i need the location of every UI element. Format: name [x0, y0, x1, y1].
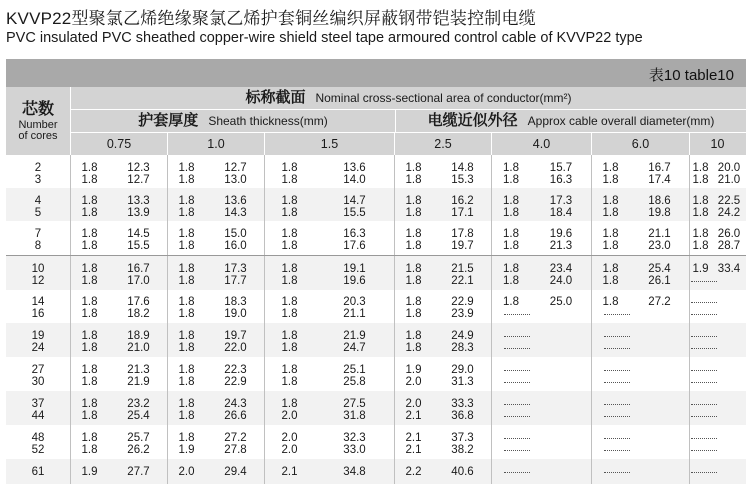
sheath-thickness-cell: 1.8	[602, 228, 619, 240]
diameter-cell: 19.6	[343, 275, 366, 287]
diameter-cell: 21.9	[343, 330, 366, 342]
diameter-cell: 16.2	[451, 195, 474, 207]
cores-cell: 37	[31, 398, 45, 410]
sheath-thickness-cell: 2.1	[405, 444, 422, 456]
diameter-cell: 26.2	[127, 444, 150, 456]
cores-cell: 4	[34, 195, 42, 207]
diameter-header	[396, 110, 746, 133]
empty-cell-dash	[690, 445, 718, 457]
empty-cell-dash	[690, 331, 718, 343]
sheath-thickness-cell: 1.8	[81, 195, 98, 207]
diameter-cell: 17.0	[127, 275, 150, 287]
diameter-cell: 22.3	[224, 364, 247, 376]
sheath-thickness-cell: 2.0	[405, 376, 422, 388]
sheath-thickness-cell: 1.8	[281, 330, 298, 342]
empty-cell-dash	[592, 467, 641, 479]
diameter-cell: 14.3	[224, 207, 247, 219]
empty-cell-dash	[690, 365, 718, 377]
diameter-cell: 22.9	[451, 296, 474, 308]
empty-cell-dash	[492, 411, 542, 423]
sheath-header-en: Sheath thickness(mm)	[208, 114, 328, 128]
diameter-cell: 29.0	[451, 364, 474, 376]
sheath-thickness-cell: 1.8	[602, 195, 619, 207]
sheath-thickness-cell: 1.8	[81, 240, 98, 252]
diameter-cell: 19.7	[451, 240, 474, 252]
title-english: PVC insulated PVC sheathed copper-wire shield steel tape armoured control cable of KVVP22 type	[6, 30, 643, 46]
diameter-cell: 20.0	[717, 162, 741, 174]
sheath-thickness-cell: 1.8	[81, 296, 98, 308]
diameter-cell: 17.6	[127, 296, 150, 308]
sheath-thickness-cell: 1.8	[602, 162, 619, 174]
diameter-cell: 24.7	[343, 342, 366, 354]
diameter-cell: 21.0	[717, 174, 741, 186]
sheath-thickness-cell: 1.8	[405, 275, 422, 287]
empty-cell-dash	[592, 411, 641, 423]
diameter-header-cn: 电缆近似外径	[427, 112, 518, 129]
cores-cell: 12	[31, 275, 45, 287]
diameter-cell: 13.6	[224, 195, 247, 207]
diameter-cell: 16.0	[224, 240, 247, 252]
cores-header-cn: 芯数	[21, 100, 54, 118]
diameter-cell: 13.9	[127, 207, 150, 219]
sheath-thickness-cell: 1.8	[81, 364, 98, 376]
sheath-thickness-cell: 1.8	[692, 207, 709, 219]
sheath-thickness-cell: 1.8	[178, 296, 195, 308]
diameter-cell: 19.8	[648, 207, 671, 219]
diameter-cell: 17.7	[224, 275, 247, 287]
empty-cell-dash	[492, 445, 542, 457]
sheath-thickness-cell: 1.8	[81, 376, 98, 388]
diameter-cell: 27.5	[343, 398, 366, 410]
diameter-cell: 40.6	[451, 466, 474, 478]
sheath-thickness-cell: 1.8	[178, 330, 195, 342]
cores-cell: 7	[34, 228, 42, 240]
empty-cell-dash	[690, 399, 718, 411]
empty-cell-dash	[492, 467, 542, 479]
cores-cell: 19	[31, 330, 45, 342]
empty-cell-dash	[592, 377, 641, 389]
sheath-thickness-cell: 1.9	[405, 364, 422, 376]
diameter-cell: 24.0	[549, 275, 573, 287]
sheath-thickness-cell: 1.8	[281, 207, 298, 219]
diameter-cell: 16.7	[127, 263, 150, 275]
table-row-group	[6, 357, 746, 391]
sheath-thickness-cell: 1.8	[81, 410, 98, 422]
empty-cell-dash	[592, 365, 641, 377]
diameter-cell: 21.9	[127, 376, 150, 388]
sheath-thickness-cell: 1.8	[405, 174, 422, 186]
diameter-cell: 19.1	[343, 263, 366, 275]
diameter-cell: 17.3	[549, 195, 573, 207]
diameter-cell: 31.8	[343, 410, 366, 422]
sheath-thickness-cell: 1.8	[503, 296, 519, 308]
sheath-thickness-cell: 1.8	[178, 174, 195, 186]
diameter-cell: 26.6	[224, 410, 247, 422]
sheath-header-cn: 护套厚度	[138, 112, 199, 129]
sheath-thickness-cell: 2.0	[405, 398, 422, 410]
sheath-thickness-cell: 1.8	[281, 342, 298, 354]
diameter-cell: 26.0	[717, 228, 741, 240]
diameter-cell: 15.0	[224, 228, 247, 240]
table-row-group	[6, 255, 746, 290]
diameter-cell: 16.3	[549, 174, 573, 186]
sheath-thickness-cell: 1.8	[81, 228, 98, 240]
cores-cell: 14	[31, 296, 45, 308]
sheath-thickness-cell: 1.8	[692, 195, 709, 207]
diameter-cell: 22.0	[224, 342, 247, 354]
sheath-thickness-cell: 2.0	[281, 444, 298, 456]
sheath-thickness-cell: 1.8	[178, 364, 195, 376]
diameter-cell: 34.8	[343, 466, 366, 478]
sheath-thickness-cell: 1.8	[503, 275, 519, 287]
empty-cell-dash	[690, 309, 718, 321]
sheath-thickness-cell: 1.8	[405, 228, 422, 240]
sheath-thickness-cell: 1.8	[178, 240, 195, 252]
diameter-cell: 21.5	[451, 263, 474, 275]
diameter-cell: 16.7	[648, 162, 671, 174]
diameter-cell: 12.7	[224, 162, 247, 174]
diameter-cell: 21.3	[127, 364, 150, 376]
diameter-cell: 19.0	[224, 308, 247, 320]
diameter-cell: 20.3	[343, 296, 366, 308]
diameter-cell: 18.6	[648, 195, 671, 207]
sheath-thickness-cell: 1.8	[405, 162, 422, 174]
table-banner	[6, 59, 746, 87]
table-row-group	[6, 221, 746, 255]
empty-cell-dash	[690, 276, 718, 288]
sheath-thickness-cell: 1.8	[81, 432, 98, 444]
diameter-cell: 22.1	[451, 275, 474, 287]
sheath-thickness-cell: 1.8	[602, 174, 619, 186]
diameter-cell: 24.3	[224, 398, 247, 410]
sheath-thickness-cell: 1.8	[178, 228, 195, 240]
size-header: 1.0	[168, 133, 265, 155]
diameter-cell: 15.3	[451, 174, 474, 186]
cores-cell: 48	[31, 432, 45, 444]
diameter-cell: 33.3	[451, 398, 474, 410]
diameter-cell: 18.4	[549, 207, 573, 219]
sheath-thickness-cell: 1.8	[281, 275, 298, 287]
sheath-thickness-cell: 1.8	[602, 296, 619, 308]
empty-cell-dash	[690, 467, 718, 479]
sheath-thickness-cell: 1.8	[692, 228, 709, 240]
sheath-thickness-cell: 1.8	[602, 275, 619, 287]
sheath-thickness-cell: 1.8	[692, 240, 709, 252]
diameter-cell: 23.2	[127, 398, 150, 410]
empty-cell-dash	[492, 331, 542, 343]
diameter-cell: 14.5	[127, 228, 150, 240]
diameter-cell: 17.3	[224, 263, 247, 275]
sheath-thickness-cell: 1.8	[281, 240, 298, 252]
sheath-thickness-cell: 1.8	[281, 308, 298, 320]
cores-cell: 3	[34, 174, 42, 186]
sheath-thickness-cell: 1.8	[692, 162, 709, 174]
sheath-thickness-cell: 1.8	[405, 240, 422, 252]
sheath-thickness-cell: 1.8	[81, 207, 98, 219]
sheath-thickness-cell: 1.8	[602, 207, 619, 219]
diameter-cell: 26.1	[648, 275, 671, 287]
diameter-cell: 15.5	[127, 240, 150, 252]
cores-header	[6, 87, 71, 155]
sheath-thickness-cell: 1.8	[405, 263, 422, 275]
sheath-thickness-cell: 1.8	[503, 263, 519, 275]
sheath-thickness-cell: 1.8	[281, 228, 298, 240]
diameter-cell: 24.2	[717, 207, 741, 219]
cores-cell: 30	[31, 376, 45, 388]
size-header: 2.5	[395, 133, 492, 155]
diameter-cell: 27.8	[224, 444, 247, 456]
size-header: 1.5	[265, 133, 395, 155]
sheath-thickness-cell: 2.2	[405, 466, 422, 478]
sheath-thickness-cell: 2.1	[281, 466, 298, 478]
empty-cell-dash	[592, 433, 641, 445]
empty-cell-dash	[592, 343, 641, 355]
sheath-thickness-cell: 1.8	[178, 398, 195, 410]
sheath-thickness-cell: 1.8	[405, 207, 422, 219]
sheath-thickness-cell: 1.9	[81, 466, 98, 478]
sheath-thickness-cell: 1.8	[281, 364, 298, 376]
sheath-header	[71, 110, 396, 133]
diameter-cell: 16.3	[343, 228, 366, 240]
sheath-thickness-cell: 2.0	[178, 466, 195, 478]
empty-cell-dash	[690, 297, 718, 309]
diameter-cell: 22.5	[717, 195, 741, 207]
diameter-cell: 33.0	[343, 444, 366, 456]
diameter-cell: 23.9	[451, 308, 474, 320]
diameter-cell: 21.1	[648, 228, 671, 240]
diameter-cell: 28.7	[717, 240, 741, 252]
sheath-thickness-cell: 2.1	[405, 410, 422, 422]
sheath-thickness-cell: 1.8	[178, 308, 195, 320]
diameter-cell: 33.4	[717, 263, 741, 275]
diameter-cell: 29.4	[224, 466, 247, 478]
diameter-cell: 31.3	[451, 376, 474, 388]
sheath-thickness-cell: 1.8	[178, 342, 195, 354]
diameter-cell: 25.0	[549, 296, 573, 308]
sheath-thickness-cell: 1.8	[602, 240, 619, 252]
diameter-header-en: Approx cable overall diameter(mm)	[527, 114, 715, 128]
sheath-thickness-cell: 1.8	[178, 410, 195, 422]
cores-cell: 16	[31, 308, 45, 320]
diameter-cell: 23.4	[549, 263, 573, 275]
sheath-thickness-cell: 1.8	[178, 162, 195, 174]
cores-header-en: Number of cores	[18, 118, 58, 142]
sheath-thickness-cell: 1.8	[405, 296, 422, 308]
diameter-cell: 15.7	[549, 162, 573, 174]
cores-cell: 61	[31, 466, 45, 478]
sheath-thickness-cell: 1.8	[178, 432, 195, 444]
sheath-thickness-cell: 1.8	[178, 376, 195, 388]
sheath-thickness-cell: 1.8	[81, 398, 98, 410]
diameter-cell: 23.0	[648, 240, 671, 252]
diameter-cell: 17.4	[648, 174, 671, 186]
table-row-group	[6, 323, 746, 357]
sheath-thickness-cell: 1.8	[178, 195, 195, 207]
diameter-cell: 15.5	[343, 207, 366, 219]
sheath-thickness-cell: 1.8	[81, 444, 98, 456]
sheath-thickness-cell: 1.9	[692, 263, 709, 275]
sheath-thickness-cell: 1.8	[503, 174, 519, 186]
table-row-group	[6, 391, 746, 425]
diameter-cell: 24.9	[451, 330, 474, 342]
diameter-cell: 13.6	[343, 162, 366, 174]
sheath-thickness-cell: 1.8	[503, 207, 519, 219]
empty-cell-dash	[492, 377, 542, 389]
sheath-thickness-cell: 1.8	[281, 296, 298, 308]
diameter-cell: 25.4	[648, 263, 671, 275]
sheath-thickness-cell: 1.8	[81, 330, 98, 342]
empty-cell-dash	[690, 377, 718, 389]
diameter-cell: 19.6	[549, 228, 573, 240]
cores-cell: 24	[31, 342, 45, 354]
table-header	[6, 87, 746, 155]
sheath-thickness-cell: 1.8	[692, 174, 709, 186]
diameter-cell: 21.1	[343, 308, 366, 320]
size-header: 4.0	[492, 133, 592, 155]
diameter-cell: 18.9	[127, 330, 150, 342]
diameter-cell: 17.8	[451, 228, 474, 240]
section-header-en: Nominal cross-sectional area of conductor(mm²)	[315, 91, 572, 105]
cores-cell: 44	[31, 410, 45, 422]
sheath-thickness-cell: 1.8	[281, 162, 298, 174]
sheath-thickness-cell: 1.8	[281, 263, 298, 275]
sheath-thickness-cell: 1.8	[281, 195, 298, 207]
empty-cell-dash	[492, 343, 542, 355]
diameter-cell: 17.6	[343, 240, 366, 252]
diameter-cell: 14.0	[343, 174, 366, 186]
diameter-cell: 22.9	[224, 376, 247, 388]
sheath-thickness-cell: 1.8	[81, 162, 98, 174]
diameter-cell: 12.3	[127, 162, 150, 174]
sheath-thickness-cell: 1.8	[178, 207, 195, 219]
empty-cell-dash	[492, 365, 542, 377]
sheath-thickness-cell: 1.8	[503, 195, 519, 207]
sheath-thickness-cell: 2.1	[405, 432, 422, 444]
cores-cell: 2	[34, 162, 42, 174]
table-row-group	[6, 188, 746, 221]
diameter-cell: 17.1	[451, 207, 474, 219]
sheath-thickness-cell: 2.0	[281, 432, 298, 444]
diameter-cell: 37.3	[451, 432, 474, 444]
cores-cell: 8	[34, 240, 42, 252]
diameter-cell: 25.8	[343, 376, 366, 388]
sheath-thickness-cell: 1.8	[503, 240, 519, 252]
section-header-cn: 标称截面	[245, 89, 306, 106]
empty-cell-dash	[492, 309, 542, 321]
size-header: 10	[710, 137, 725, 151]
sheath-thickness-cell: 1.8	[81, 263, 98, 275]
diameter-cell: 18.2	[127, 308, 150, 320]
diameter-cell: 12.7	[127, 174, 150, 186]
empty-cell-dash	[690, 343, 718, 355]
diameter-cell: 13.0	[224, 174, 247, 186]
size-header: 0.75	[71, 133, 168, 155]
cores-cell: 5	[34, 207, 42, 219]
sheath-thickness-cell: 1.8	[178, 263, 195, 275]
sheath-thickness-cell: 1.8	[178, 275, 195, 287]
diameter-cell: 27.2	[648, 296, 671, 308]
diameter-cell: 28.3	[451, 342, 474, 354]
diameter-cell: 14.7	[343, 195, 366, 207]
empty-cell-dash	[592, 309, 641, 321]
table-row-group	[6, 155, 746, 188]
title-chinese: KVVP22型聚氯乙烯绝缘聚氯乙烯护套铜丝编织屏蔽钢带铠装控制电缆	[6, 9, 536, 28]
sheath-thickness-cell: 1.8	[81, 308, 98, 320]
diameter-cell: 36.8	[451, 410, 474, 422]
diameter-cell: 18.3	[224, 296, 247, 308]
cores-cell: 10	[31, 263, 45, 275]
diameter-cell: 25.1	[343, 364, 366, 376]
empty-cell-dash	[592, 399, 641, 411]
cores-cell: 52	[31, 444, 45, 456]
diameter-cell: 13.3	[127, 195, 150, 207]
empty-cell-dash	[690, 411, 718, 423]
sheath-thickness-cell: 1.8	[405, 308, 422, 320]
diameter-cell: 32.3	[343, 432, 366, 444]
empty-cell-dash	[492, 433, 542, 445]
empty-cell-dash	[592, 445, 641, 457]
diameter-cell: 27.2	[224, 432, 247, 444]
diameter-cell: 21.3	[549, 240, 573, 252]
sheath-thickness-cell: 1.8	[405, 195, 422, 207]
sheath-thickness-cell: 1.8	[281, 174, 298, 186]
sheath-thickness-cell: 1.8	[503, 162, 519, 174]
sheath-thickness-cell: 1.8	[503, 228, 519, 240]
sheath-thickness-cell: 1.8	[405, 342, 422, 354]
diameter-cell: 21.0	[127, 342, 150, 354]
table-row-group	[6, 289, 746, 323]
diameter-cell: 27.7	[127, 466, 150, 478]
empty-cell-dash	[492, 399, 542, 411]
sheath-thickness-cell: 1.8	[281, 376, 298, 388]
diameter-cell: 25.4	[127, 410, 150, 422]
size-header: 6.0	[592, 133, 690, 155]
sheath-thickness-cell: 1.8	[81, 275, 98, 287]
diameter-cell: 38.2	[451, 444, 474, 456]
sheath-thickness-cell: 1.8	[281, 398, 298, 410]
table-label: 表10 table10	[648, 67, 734, 84]
sheath-thickness-cell: 2.0	[281, 410, 298, 422]
diameter-cell: 25.7	[127, 432, 150, 444]
empty-cell-dash	[690, 433, 718, 445]
table-row-group	[6, 425, 746, 459]
empty-cell-dash	[592, 331, 641, 343]
section-header	[71, 87, 746, 110]
sheath-thickness-cell: 1.8	[81, 174, 98, 186]
diameter-cell: 14.8	[451, 162, 474, 174]
sheath-thickness-cell: 1.8	[81, 342, 98, 354]
sheath-thickness-cell: 1.8	[602, 263, 619, 275]
sheath-thickness-cell: 1.9	[178, 444, 195, 456]
cores-cell: 27	[31, 364, 45, 376]
diameter-cell: 19.7	[224, 330, 247, 342]
table-row-group	[6, 459, 746, 484]
sheath-thickness-cell: 1.8	[405, 330, 422, 342]
